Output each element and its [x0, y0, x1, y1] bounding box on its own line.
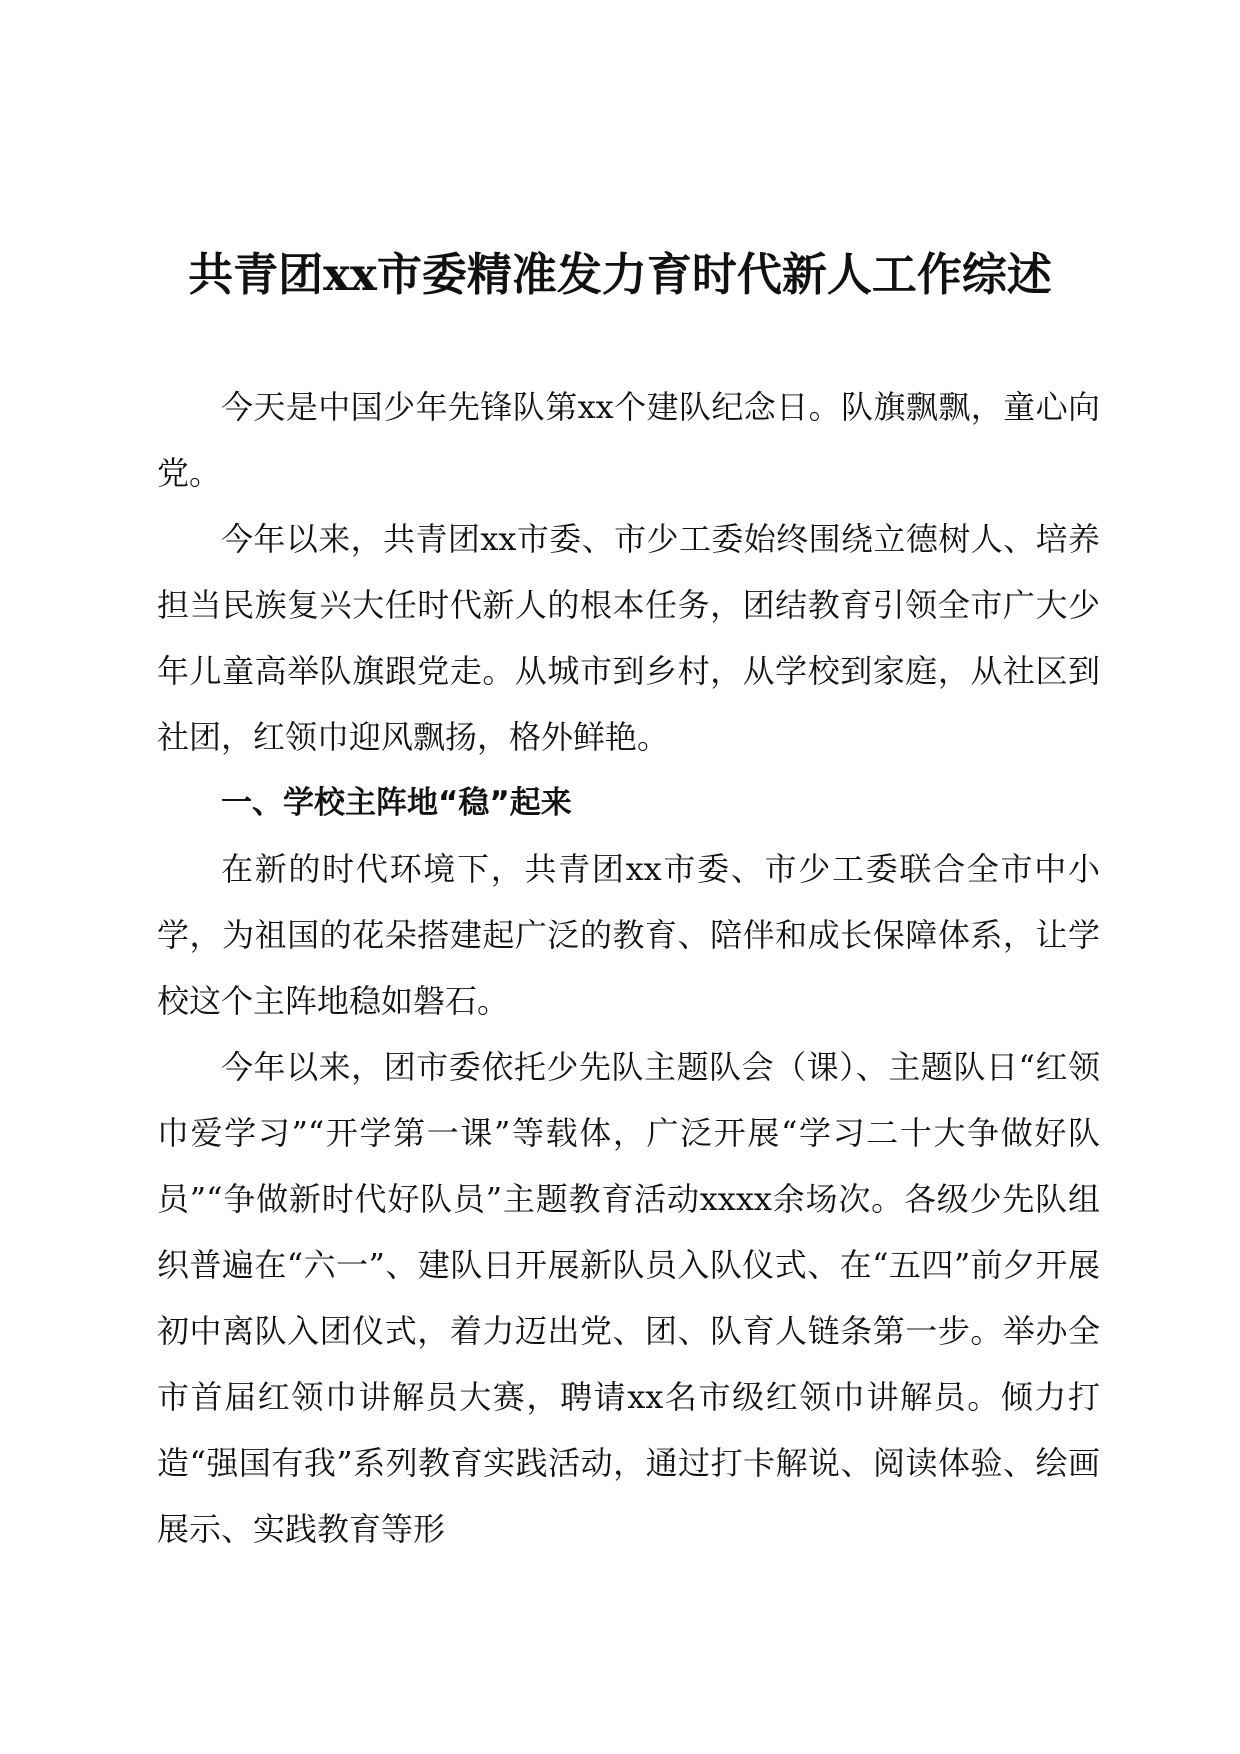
overview-paragraph: 今年以来，共青团xx市委、市少工委始终围绕立德树人、培养担当民族复兴大任时代新人的根本任务，团结教育引领全市广大少年儿童高举队旗跟党走。从城市到乡村，从学校到家庭，从社区到社团，红领巾迎风飘扬，格外鲜艳。 — [157, 520, 1100, 756]
document-title: 共青团xx市委精准发力育时代新人工作综述 — [188, 248, 1052, 301]
intro-paragraph: 今天是中国少年先锋队第xx个建队纪念日。队旗飘飘，童心向党。 — [157, 388, 1100, 492]
document-body — [157, 374, 1100, 1562]
section-paragraph: 在新的时代环境下，共青团xx市委、市少工委联合全市中小学，为祖国的花朵搭建起广泛的教育、陪伴和成长保障体系，让学校这个主阵地稳如磐石。 — [157, 850, 1100, 1020]
section-paragraph: 今年以来，团市委依托少先队主题队会（课）、主题队日“红领巾爱学习”“开学第一课”等载体，广泛开展“学习二十大争做好队员”“争做新时代好队员”主题教育活动xxxx余场次。各级少先队组织普遍在“六一”、建队日开展新队员入队仪式、在“五四”前夕开展初中离队入团仪式，着力迈出党、团、队育人链条第一步。举办全市首届红领巾讲解员大赛，聘请xx名市级红领巾讲解员。倾力打造“强国有我”系列教育实践活动，通过打卡解说、阅读体验、绘画展示、实践教育等形 — [157, 1048, 1100, 1548]
section-heading: 一、学校主阵地“稳”起来 — [221, 785, 572, 821]
